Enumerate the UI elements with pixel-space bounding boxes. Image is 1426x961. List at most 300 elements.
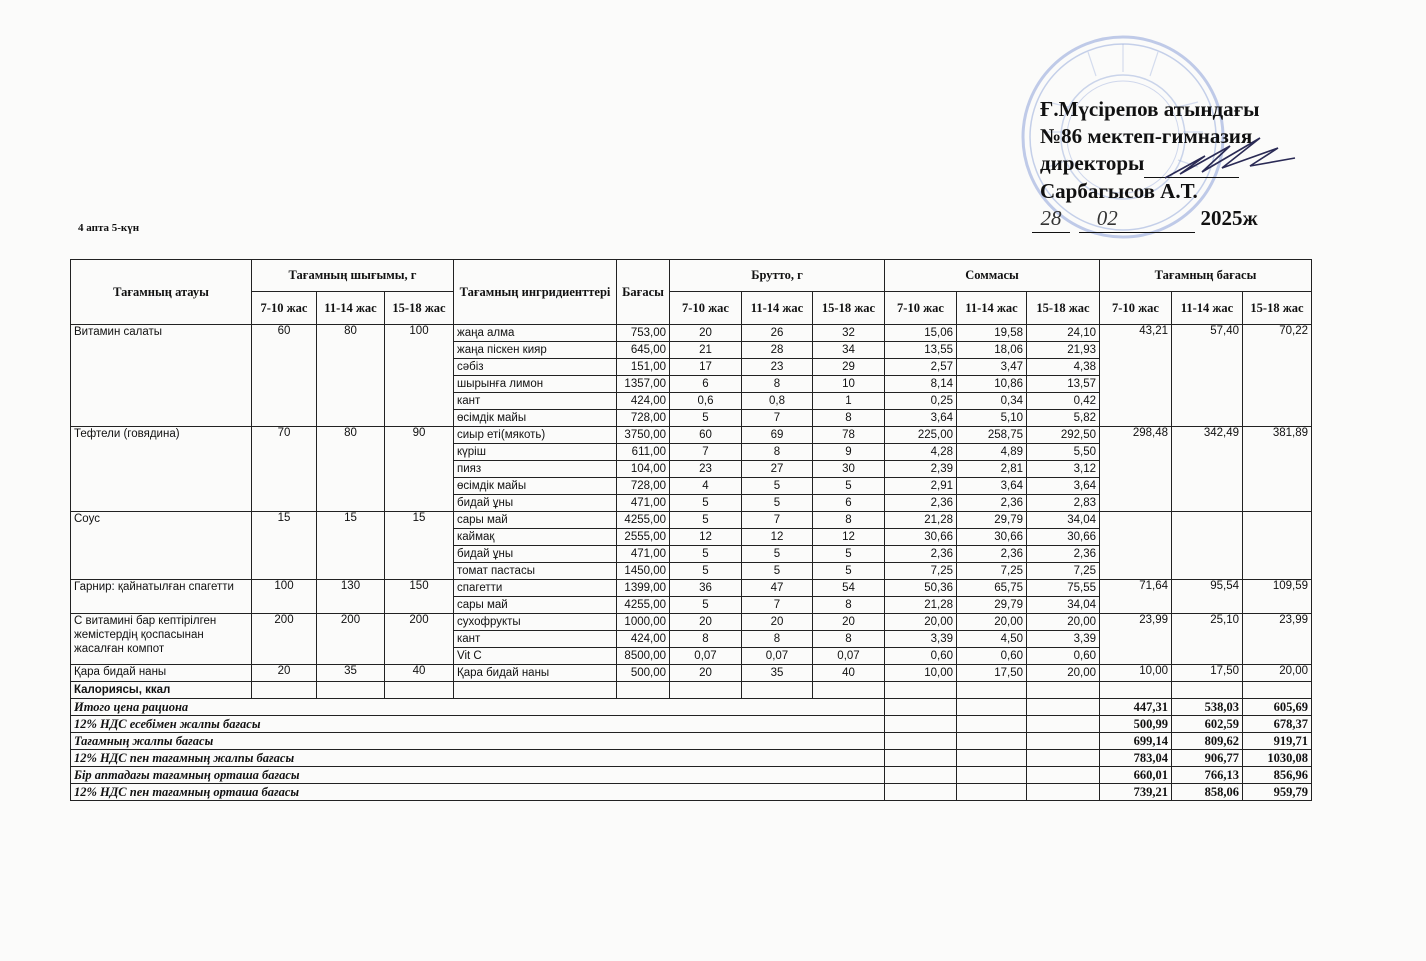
ingredient-brutto: 69 <box>742 427 813 444</box>
ingredient-name: сиыр еті(мякоть) <box>454 427 617 444</box>
empty-cell <box>1027 750 1100 767</box>
ingredient-sum: 7,25 <box>957 563 1027 580</box>
dish-price: 23,99 <box>1243 614 1312 665</box>
ingredient-name: каймақ <box>454 529 617 546</box>
dish-name: Витамин салаты <box>71 325 252 427</box>
ingredient-brutto: 5 <box>742 478 813 495</box>
summary-label: Бір аптадағы тағамның орташа бағасы <box>71 767 885 784</box>
ingredient-brutto: 5 <box>670 410 742 427</box>
ingredient-brutto: 0,6 <box>670 393 742 410</box>
dish-yield: 35 <box>317 665 385 682</box>
summary-value: 538,03 <box>1172 699 1243 716</box>
summary-value: 500,99 <box>1100 716 1172 733</box>
ingredient-brutto: 6 <box>670 376 742 393</box>
ingredient-sum: 13,55 <box>885 342 957 359</box>
ingredient-brutto: 23 <box>670 461 742 478</box>
day-label: 4 апта 5-күн <box>78 222 140 234</box>
summary-row <box>71 784 1312 801</box>
ingredient-brutto: 8 <box>742 444 813 461</box>
summary-value: 766,13 <box>1172 767 1243 784</box>
col-age: 11-14 жас <box>742 292 813 325</box>
ingredient-sum: 4,28 <box>885 444 957 461</box>
ingredient-sum: 20,00 <box>885 614 957 631</box>
ingredient-brutto: 8 <box>813 512 885 529</box>
ingredient-sum: 4,89 <box>957 444 1027 461</box>
ingredient-brutto: 5 <box>670 495 742 512</box>
dish-yield: 15 <box>317 512 385 580</box>
dish-yield: 20 <box>252 665 317 682</box>
dish-yield: 100 <box>252 580 317 614</box>
date-day: 28 <box>1032 205 1070 233</box>
empty-cell <box>885 716 957 733</box>
dish-price: 95,54 <box>1172 580 1243 614</box>
ingredient-sum: 2,57 <box>885 359 957 376</box>
table-row <box>71 427 1312 444</box>
ingredient-sum: 30,66 <box>1027 529 1100 546</box>
ingredient-brutto: 7 <box>742 597 813 614</box>
empty-cell <box>1027 716 1100 733</box>
ingredient-sum: 3,39 <box>885 631 957 648</box>
dish-yield: 200 <box>252 614 317 665</box>
ingredient-brutto: 9 <box>813 444 885 461</box>
summary-row <box>71 767 1312 784</box>
ingredient-brutto: 8 <box>813 631 885 648</box>
ingredient-sum: 65,75 <box>957 580 1027 597</box>
summary-label: 12% НДС есебімен жалпы бағасы <box>71 716 885 733</box>
empty-cell <box>957 767 1027 784</box>
ingredient-price: 151,00 <box>617 359 670 376</box>
ingredient-brutto: 32 <box>813 325 885 342</box>
ingredient-brutto: 47 <box>742 580 813 597</box>
dish-price: 43,21 <box>1100 325 1172 427</box>
ingredient-price: 611,00 <box>617 444 670 461</box>
empty-cell <box>957 784 1027 801</box>
dish-yield: 15 <box>252 512 317 580</box>
summary-label: Итого цена рациона <box>71 699 885 716</box>
col-age: 11-14 жас <box>957 292 1027 325</box>
ingredient-brutto: 23 <box>742 359 813 376</box>
ingredient-sum: 2,39 <box>885 461 957 478</box>
ingredient-sum: 0,60 <box>957 648 1027 665</box>
empty-cell <box>885 733 957 750</box>
ingredient-name: бидай ұны <box>454 495 617 512</box>
ingredient-sum: 3,64 <box>957 478 1027 495</box>
ingredient-sum: 29,79 <box>957 512 1027 529</box>
header-school-number: №86 мектеп-гимназия <box>1040 124 1253 148</box>
empty-cell <box>742 682 813 699</box>
ingredient-price: 1450,00 <box>617 563 670 580</box>
empty-cell <box>670 682 742 699</box>
col-age: 11-14 жас <box>1172 292 1243 325</box>
dish-yield: 60 <box>252 325 317 427</box>
ingredient-sum: 5,10 <box>957 410 1027 427</box>
ingredient-name: бидай ұны <box>454 546 617 563</box>
ingredient-sum: 5,82 <box>1027 410 1100 427</box>
ingredient-sum: 0,60 <box>885 648 957 665</box>
ingredient-brutto: 12 <box>813 529 885 546</box>
empty-cell <box>1027 682 1100 699</box>
ingredient-sum: 3,64 <box>885 410 957 427</box>
ingredient-name: спагетти <box>454 580 617 597</box>
ingredient-price: 645,00 <box>617 342 670 359</box>
ingredient-sum: 10,00 <box>885 665 957 682</box>
empty-cell <box>1027 699 1100 716</box>
ingredient-sum: 4,38 <box>1027 359 1100 376</box>
ingredient-brutto: 12 <box>742 529 813 546</box>
ingredient-sum: 225,00 <box>885 427 957 444</box>
dish-price: 71,64 <box>1100 580 1172 614</box>
ingredient-sum: 3,64 <box>1027 478 1100 495</box>
dish-yield: 100 <box>385 325 454 427</box>
empty-cell <box>252 682 317 699</box>
ingredient-brutto: 7 <box>742 410 813 427</box>
empty-cell <box>885 767 957 784</box>
ingredient-name: өсімдік майы <box>454 478 617 495</box>
empty-cell <box>957 682 1027 699</box>
ingredient-name: сәбіз <box>454 359 617 376</box>
ingredient-brutto: 5 <box>670 563 742 580</box>
date-month: 02 <box>1079 205 1135 233</box>
ingredient-brutto: 10 <box>813 376 885 393</box>
ingredient-name: шырынға лимон <box>454 376 617 393</box>
ingredient-brutto: 20 <box>670 325 742 342</box>
dish-price: 381,89 <box>1243 427 1312 512</box>
ingredient-sum: 2,91 <box>885 478 957 495</box>
ingredient-name: томат пастасы <box>454 563 617 580</box>
empty-cell <box>885 682 957 699</box>
col-dish-name: Тағамның атауы <box>71 260 252 325</box>
ingredient-sum: 20,00 <box>957 614 1027 631</box>
ingredient-sum: 21,28 <box>885 512 957 529</box>
ingredient-sum: 34,04 <box>1027 597 1100 614</box>
empty-cell <box>885 750 957 767</box>
table-row <box>71 665 1312 682</box>
ingredient-sum: 2,81 <box>957 461 1027 478</box>
empty-cell <box>957 716 1027 733</box>
ingredient-sum: 5,50 <box>1027 444 1100 461</box>
ingredient-brutto: 34 <box>813 342 885 359</box>
empty-cell <box>1243 682 1312 699</box>
dish-name: Гарнир: қайнатылған спагетти <box>71 580 252 614</box>
summary-label: 12% НДС пен тағамның жалпы бағасы <box>71 750 885 767</box>
ingredient-price: 424,00 <box>617 393 670 410</box>
dish-price <box>1243 512 1312 580</box>
ingredient-brutto: 0,07 <box>742 648 813 665</box>
empty-cell <box>885 784 957 801</box>
ingredient-brutto: 28 <box>742 342 813 359</box>
dish-yield: 80 <box>317 325 385 427</box>
summary-label: Тағамның жалпы бағасы <box>71 733 885 750</box>
ingredient-sum: 50,36 <box>885 580 957 597</box>
dish-price: 23,99 <box>1100 614 1172 665</box>
col-age: 15-18 жас <box>385 292 454 325</box>
ingredient-price: 1399,00 <box>617 580 670 597</box>
ingredient-brutto: 8 <box>813 410 885 427</box>
summary-value: 1030,08 <box>1243 750 1312 767</box>
ingredient-name: жаңа піскен кияр <box>454 342 617 359</box>
ingredient-brutto: 5 <box>742 563 813 580</box>
summary-value: 447,31 <box>1100 699 1172 716</box>
dish-name: Соус <box>71 512 252 580</box>
summary-value: 906,77 <box>1172 750 1243 767</box>
summary-value: 809,62 <box>1172 733 1243 750</box>
ingredient-price: 471,00 <box>617 546 670 563</box>
ingredient-sum: 4,50 <box>957 631 1027 648</box>
col-ingredients: Тағамның ингридиенттері <box>454 260 617 325</box>
menu-body <box>71 325 1312 801</box>
dish-price: 298,48 <box>1100 427 1172 512</box>
dish-price: 17,50 <box>1172 665 1243 682</box>
col-yield: Тағамның шығымы, г <box>252 260 454 292</box>
col-age: 15-18 жас <box>1027 292 1100 325</box>
header-school-name: Ғ.Мүсірепов атындағы <box>1040 97 1260 121</box>
ingredient-brutto: 60 <box>670 427 742 444</box>
table-row <box>71 580 1312 597</box>
summary-value: 783,04 <box>1100 750 1172 767</box>
summary-value: 739,21 <box>1100 784 1172 801</box>
ingredient-sum: 13,57 <box>1027 376 1100 393</box>
col-age: 7-10 жас <box>670 292 742 325</box>
ingredient-brutto: 26 <box>742 325 813 342</box>
dish-name: Тефтели (говядина) <box>71 427 252 512</box>
ingredient-name: пияз <box>454 461 617 478</box>
ingredient-sum: 2,36 <box>1027 546 1100 563</box>
col-age: 7-10 жас <box>252 292 317 325</box>
ingredient-brutto: 27 <box>742 461 813 478</box>
ingredient-sum: 24,10 <box>1027 325 1100 342</box>
summary-value: 919,71 <box>1243 733 1312 750</box>
ingredient-sum: 2,36 <box>957 495 1027 512</box>
ingredient-sum: 20,00 <box>1027 614 1100 631</box>
ingredient-brutto: 1 <box>813 393 885 410</box>
ingredient-name: кант <box>454 393 617 410</box>
ingredient-sum: 29,79 <box>957 597 1027 614</box>
ingredient-sum: 7,25 <box>1027 563 1100 580</box>
col-dish-price: Тағамның бағасы <box>1100 260 1312 292</box>
date-blank <box>1135 205 1195 233</box>
ingredient-sum: 3,39 <box>1027 631 1100 648</box>
summary-value: 699,14 <box>1100 733 1172 750</box>
empty-cell <box>1027 733 1100 750</box>
date-year: 2025ж <box>1200 206 1258 230</box>
summary-value: 959,79 <box>1243 784 1312 801</box>
ingredient-price: 4255,00 <box>617 597 670 614</box>
ingredient-brutto: 5 <box>813 478 885 495</box>
ingredient-sum: 2,83 <box>1027 495 1100 512</box>
header-director-name: Сарбагысов А.Т. <box>1040 179 1198 203</box>
col-sum: Соммасы <box>885 260 1100 292</box>
ingredient-price: 728,00 <box>617 410 670 427</box>
dish-price: 109,59 <box>1243 580 1312 614</box>
ingredient-price: 3750,00 <box>617 427 670 444</box>
ingredient-sum: 17,50 <box>957 665 1027 682</box>
ingredient-price: 1000,00 <box>617 614 670 631</box>
ingredient-name: жаңа алма <box>454 325 617 342</box>
empty-cell <box>813 682 885 699</box>
dish-yield: 130 <box>317 580 385 614</box>
empty-cell <box>957 733 1027 750</box>
dish-price: 20,00 <box>1243 665 1312 682</box>
ingredient-name: Vit C <box>454 648 617 665</box>
summary-row <box>71 716 1312 733</box>
dish-yield: 90 <box>385 427 454 512</box>
summary-row <box>71 699 1312 716</box>
dish-yield: 40 <box>385 665 454 682</box>
summary-row <box>71 733 1312 750</box>
ingredient-sum: 34,04 <box>1027 512 1100 529</box>
ingredient-sum: 30,66 <box>957 529 1027 546</box>
ingredient-price: 753,00 <box>617 325 670 342</box>
ingredient-sum: 0,34 <box>957 393 1027 410</box>
director-signature <box>1160 128 1300 188</box>
ingredient-brutto: 78 <box>813 427 885 444</box>
ingredient-brutto: 8 <box>670 631 742 648</box>
ingredient-brutto: 5 <box>813 546 885 563</box>
empty-cell <box>1027 784 1100 801</box>
ingredient-sum: 7,25 <box>885 563 957 580</box>
dish-yield: 150 <box>385 580 454 614</box>
ingredient-sum: 21,93 <box>1027 342 1100 359</box>
ingredient-brutto: 8 <box>742 376 813 393</box>
ingredient-sum: 21,28 <box>885 597 957 614</box>
ingredient-brutto: 20 <box>670 614 742 631</box>
ingredient-brutto: 5 <box>670 597 742 614</box>
dish-price: 57,40 <box>1172 325 1243 427</box>
ingredient-brutto: 17 <box>670 359 742 376</box>
summary-row <box>71 750 1312 767</box>
ingredient-brutto: 40 <box>813 665 885 682</box>
ingredient-price: 2555,00 <box>617 529 670 546</box>
ingredient-brutto: 8 <box>813 597 885 614</box>
dish-price: 342,49 <box>1172 427 1243 512</box>
ingredient-sum: 0,60 <box>1027 648 1100 665</box>
ingredient-sum: 30,66 <box>885 529 957 546</box>
dish-name: С витамині бар кептірілген жемістердің қоспасынан жасалған компот <box>71 614 252 665</box>
dish-price: 25,10 <box>1172 614 1243 665</box>
ingredient-sum: 75,55 <box>1027 580 1100 597</box>
ingredient-brutto: 0,07 <box>813 648 885 665</box>
summary-value: 602,59 <box>1172 716 1243 733</box>
dish-yield: 15 <box>385 512 454 580</box>
ingredient-name: Қара бидай наны <box>454 665 617 682</box>
ingredient-sum: 2,36 <box>957 546 1027 563</box>
ingredient-name: сары май <box>454 597 617 614</box>
ingredient-name: күріш <box>454 444 617 461</box>
ingredient-price: 4255,00 <box>617 512 670 529</box>
summary-label: 12% НДС пен тағамның орташа бағасы <box>71 784 885 801</box>
menu-cost-table <box>70 259 1312 801</box>
calories-row <box>71 682 1312 699</box>
ingredient-sum: 258,75 <box>957 427 1027 444</box>
empty-cell <box>454 682 617 699</box>
ingredient-brutto: 7 <box>670 444 742 461</box>
ingredient-brutto: 0,07 <box>670 648 742 665</box>
dish-yield: 70 <box>252 427 317 512</box>
ingredient-name: кант <box>454 631 617 648</box>
ingredient-brutto: 36 <box>670 580 742 597</box>
ingredient-sum: 19,58 <box>957 325 1027 342</box>
table-row <box>71 512 1312 529</box>
ingredient-sum: 3,12 <box>1027 461 1100 478</box>
ingredient-brutto: 29 <box>813 359 885 376</box>
ingredient-price: 471,00 <box>617 495 670 512</box>
summary-value: 858,06 <box>1172 784 1243 801</box>
ingredient-brutto: 54 <box>813 580 885 597</box>
ingredient-brutto: 7 <box>742 512 813 529</box>
dish-price <box>1100 512 1172 580</box>
ingredient-brutto: 5 <box>742 546 813 563</box>
dish-yield: 200 <box>385 614 454 665</box>
ingredient-price: 728,00 <box>617 478 670 495</box>
ingredient-name: сары май <box>454 512 617 529</box>
col-brutto: Брутто, г <box>670 260 885 292</box>
ingredient-sum: 15,06 <box>885 325 957 342</box>
dish-name: Қара бидай наны <box>71 665 252 682</box>
ingredient-brutto: 0,8 <box>742 393 813 410</box>
ingredient-brutto: 20 <box>742 614 813 631</box>
table-row <box>71 614 1312 631</box>
ingredient-brutto: 35 <box>742 665 813 682</box>
table-row <box>71 325 1312 342</box>
summary-value: 660,01 <box>1100 767 1172 784</box>
ingredient-sum: 0,25 <box>885 393 957 410</box>
ingredient-brutto: 5 <box>813 563 885 580</box>
ingredient-brutto: 5 <box>670 512 742 529</box>
header-director-label: директоры <box>1040 151 1145 175</box>
ingredient-sum: 0,42 <box>1027 393 1100 410</box>
empty-cell <box>617 682 670 699</box>
empty-cell <box>957 699 1027 716</box>
ingredient-brutto: 20 <box>813 614 885 631</box>
dish-price: 70,22 <box>1243 325 1312 427</box>
ingredient-price: 1357,00 <box>617 376 670 393</box>
dish-yield: 200 <box>317 614 385 665</box>
ingredient-brutto: 8 <box>742 631 813 648</box>
ingredient-sum: 20,00 <box>1027 665 1100 682</box>
ingredient-brutto: 30 <box>813 461 885 478</box>
ingredient-price: 8500,00 <box>617 648 670 665</box>
ingredient-brutto: 12 <box>670 529 742 546</box>
empty-cell <box>1027 767 1100 784</box>
col-age: 15-18 жас <box>813 292 885 325</box>
dish-price <box>1172 512 1243 580</box>
col-age: 11-14 жас <box>317 292 385 325</box>
col-age: 7-10 жас <box>1100 292 1172 325</box>
empty-cell <box>317 682 385 699</box>
ingredient-brutto: 20 <box>670 665 742 682</box>
empty-cell <box>1100 682 1172 699</box>
ingredient-brutto: 5 <box>742 495 813 512</box>
ingredient-sum: 292,50 <box>1027 427 1100 444</box>
header-date <box>1032 205 1340 233</box>
summary-value: 678,37 <box>1243 716 1312 733</box>
ingredient-sum: 18,06 <box>957 342 1027 359</box>
dish-price: 10,00 <box>1100 665 1172 682</box>
ingredient-price: 104,00 <box>617 461 670 478</box>
ingredient-name: сухофрукты <box>454 614 617 631</box>
col-age: 15-18 жас <box>1243 292 1312 325</box>
ingredient-sum: 3,47 <box>957 359 1027 376</box>
summary-value: 605,69 <box>1243 699 1312 716</box>
ingredient-brutto: 4 <box>670 478 742 495</box>
ingredient-brutto: 5 <box>670 546 742 563</box>
empty-cell <box>385 682 454 699</box>
ingredient-name: өсімдік майы <box>454 410 617 427</box>
ingredient-sum: 10,86 <box>957 376 1027 393</box>
empty-cell <box>1172 682 1243 699</box>
ingredient-sum: 8,14 <box>885 376 957 393</box>
empty-cell <box>957 750 1027 767</box>
